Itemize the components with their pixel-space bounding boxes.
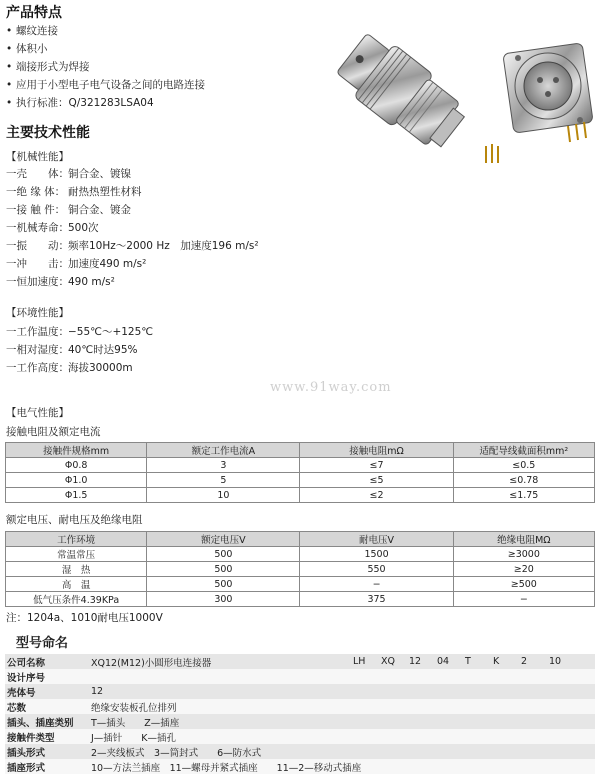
spec-row: 一工作温度：−55℃～+125℃ — [6, 326, 154, 338]
table-row — [6, 562, 595, 577]
table-cell: 375 — [300, 592, 453, 607]
model-value: 2—夹线板式 3—筒封式 6—防水式 — [89, 744, 595, 759]
model-value: 10—方法兰插座 11—螺母并紧式插座 11—2—移动式插座 — [89, 759, 595, 774]
mechanical-title: 【机械性能】 — [6, 151, 69, 163]
table-cell: − — [453, 592, 594, 607]
model-value: 绝缘安装板孔位排列 — [89, 699, 595, 714]
table-cell: 500 — [147, 547, 300, 562]
model-key: 插头、插座类别 — [5, 714, 89, 729]
table-row — [5, 729, 595, 744]
table-cell: ≤1.75 — [453, 488, 594, 503]
table-header-cell: 接触电阻mΩ — [300, 443, 453, 458]
table-cell: − — [300, 577, 453, 592]
table-cell: ≤7 — [300, 458, 453, 473]
table-row — [5, 669, 595, 684]
table-header-cell: 额定电压V — [147, 532, 300, 547]
table-cell: ≥20 — [453, 562, 594, 577]
table-row — [5, 759, 595, 774]
table-cell: ≥500 — [453, 577, 594, 592]
environment-title: 【环境性能】 — [6, 307, 69, 319]
table-header-cell: 工作环境 — [6, 532, 147, 547]
bullet-icon: • — [6, 61, 13, 73]
feature-item: • 应用于小型电子电气设备之间的电路连接 — [6, 76, 205, 94]
model-key: 芯数 — [5, 699, 89, 714]
model-value: 12 — [89, 684, 595, 699]
model-value: J—插针 K—插孔 — [89, 729, 595, 744]
table-header-row — [6, 532, 595, 547]
table-cell: 常温常压 — [6, 547, 147, 562]
table-cell: ≤5 — [300, 473, 453, 488]
table-row — [6, 473, 595, 488]
table-cell: 3 — [147, 458, 300, 473]
environment-list — [6, 323, 153, 377]
model-value: XQ12(M12)小圆形电连接器 — [89, 654, 351, 669]
electrical-title: 【电气性能】 — [6, 407, 69, 419]
spec-row: 一相对湿度：40℃时达95% — [6, 344, 138, 356]
model-key: 接触件类型 — [5, 729, 89, 744]
table-cell: Φ0.8 — [6, 458, 147, 473]
model-key: 插座形式 — [5, 759, 89, 774]
table-header-cell: 接触件规格mm — [6, 443, 147, 458]
table-cell: 300 — [147, 592, 300, 607]
model-key: 公司名称 — [5, 654, 89, 669]
feature-item: • 体积小 — [6, 40, 205, 58]
model-value: T—插头 Z—插座 — [89, 714, 595, 729]
table-cell: 1500 — [300, 547, 453, 562]
spec-row: 一绝 缘 体： 耐热热塑性材料 — [6, 186, 142, 198]
table-row — [6, 547, 595, 562]
table-row — [6, 592, 595, 607]
mechanical-list — [6, 165, 259, 291]
spec-row: 一恒加速度：490 m/s² — [6, 276, 115, 288]
table-cell: ≤0.5 — [453, 458, 594, 473]
table-cell: 500 — [147, 577, 300, 592]
spec-row: 一壳 体：铜合金、镀镍 — [6, 168, 131, 180]
table-cell: 550 — [300, 562, 453, 577]
table-cell: 5 — [147, 473, 300, 488]
table-cell: ≤0.78 — [453, 473, 594, 488]
model-code: K — [491, 654, 519, 669]
model-key: 插头形式 — [5, 744, 89, 759]
table-cell: Φ1.5 — [6, 488, 147, 503]
model-table — [5, 654, 595, 774]
table-row — [5, 699, 595, 714]
feature-item: • 执行标准：Q/321283LSA04 — [6, 94, 205, 112]
specs-title: 主要技术性能 — [6, 125, 90, 141]
features-list — [6, 22, 205, 112]
bullet-icon: • — [6, 43, 13, 55]
voltage-table-title: 额定电压、耐电压及绝缘电阻 — [6, 514, 143, 526]
voltage-table — [5, 531, 595, 607]
table-row — [5, 714, 595, 729]
table-cell: 500 — [147, 562, 300, 577]
table-header-cell: 额定工作电流A — [147, 443, 300, 458]
table-cell: 湿 热 — [6, 562, 147, 577]
table-cell: ≤2 — [300, 488, 453, 503]
table-header-cell: 绝缘电阻MΩ — [453, 532, 594, 547]
spec-row: 一机械寿命：500次 — [6, 222, 99, 234]
model-code: 2 — [519, 654, 547, 669]
bullet-icon: • — [6, 25, 13, 37]
model-value — [89, 669, 595, 684]
contact-table — [5, 442, 595, 503]
bullet-icon: • — [6, 79, 13, 91]
voltage-note: 注：1204a、1010耐电压1000V — [6, 612, 163, 624]
feature-item: • 螺纹连接 — [6, 22, 205, 40]
watermark: www.91way.com — [270, 380, 392, 395]
model-title: 型号命名 — [16, 636, 69, 651]
table-cell: 高 温 — [6, 577, 147, 592]
table-cell: 10 — [147, 488, 300, 503]
feature-item: • 端接形式为焊接 — [6, 58, 205, 76]
model-code: 10 — [547, 654, 595, 669]
spec-row: 一冲 击：加速度490 m/s² — [6, 258, 147, 270]
table-cell: Φ1.0 — [6, 473, 147, 488]
table-row — [5, 744, 595, 759]
table-row — [6, 577, 595, 592]
spec-row: 一接 触 件： 铜合金、镀金 — [6, 204, 131, 216]
contact-table-title: 接触电阻及额定电流 — [6, 426, 101, 438]
model-code: LH — [351, 654, 379, 669]
table-cell: ≥3000 — [453, 547, 594, 562]
features-title: 产品特点 — [6, 5, 62, 21]
table-header-cell: 适配导线截面积mm² — [453, 443, 594, 458]
model-code: XQ — [379, 654, 407, 669]
spec-row: 一振 动：频率10Hz～2000 Hz 加速度196 m/s² — [6, 240, 259, 252]
bullet-icon: • — [6, 97, 13, 109]
model-key: 壳体号 — [5, 684, 89, 699]
table-header-cell: 耐电压V — [300, 532, 453, 547]
table-row — [6, 488, 595, 503]
table-row — [5, 684, 595, 699]
plug-icon — [331, 27, 472, 158]
model-code: 12 — [407, 654, 435, 669]
table-cell: 低气压条件4.39KPa — [6, 592, 147, 607]
table-row — [5, 654, 595, 669]
spec-row: 一工作高度：海拔30000m — [6, 362, 133, 374]
model-code: T — [463, 654, 491, 669]
model-code: 04 — [435, 654, 463, 669]
socket-icon — [503, 43, 593, 142]
table-row — [6, 458, 595, 473]
connector-photo — [308, 18, 598, 168]
table-header-row — [6, 443, 595, 458]
model-key: 设计序号 — [5, 669, 89, 684]
